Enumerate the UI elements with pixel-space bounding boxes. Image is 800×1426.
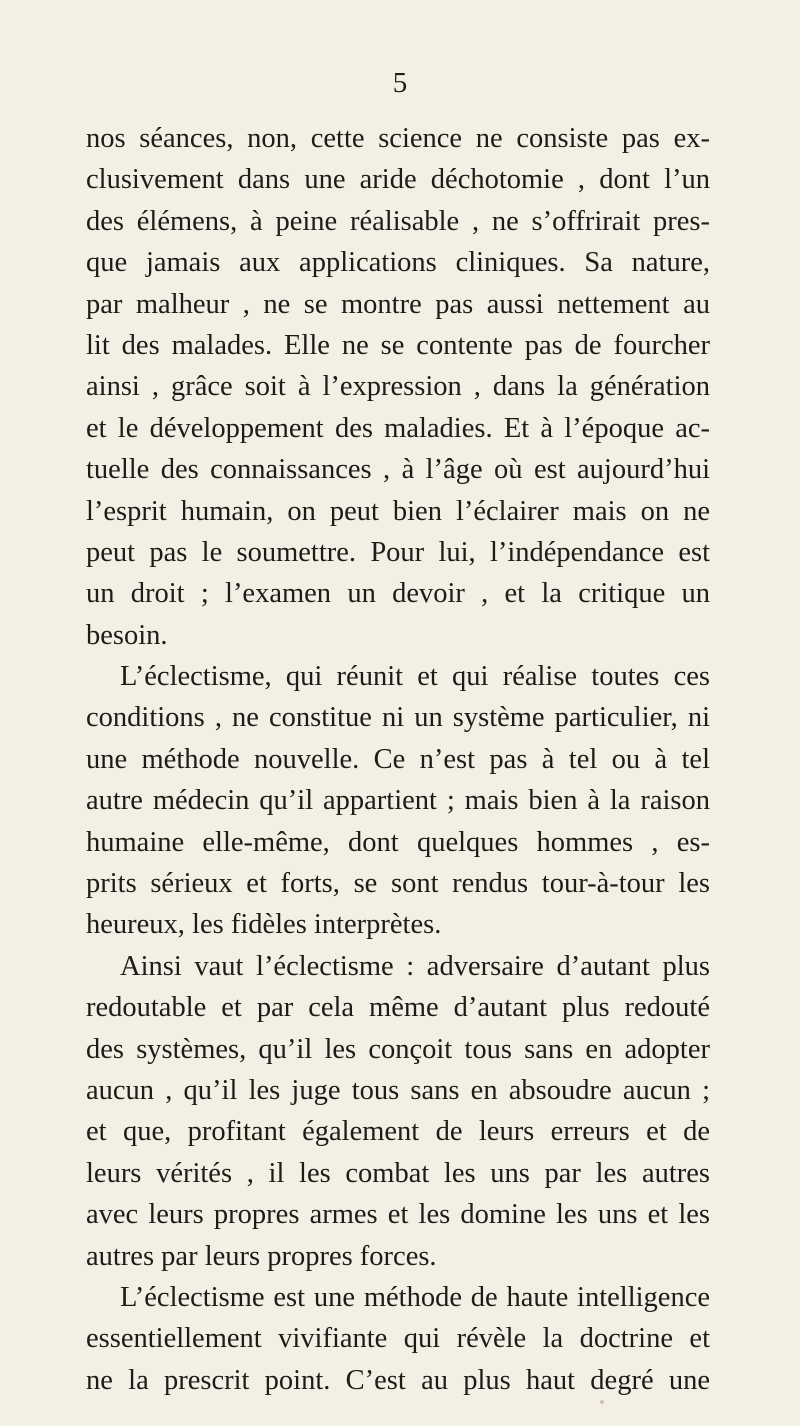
text-line: aucun , qu’il les juge tous sans en absoudre aucun ;	[86, 1074, 710, 1106]
paper-speck	[600, 1400, 604, 1404]
paragraph-start-line: L’éclectisme, qui réunit et qui réalise toutes ces	[120, 661, 710, 693]
text-line: ainsi , grâce soit à l’expression , dans la génération	[86, 371, 710, 403]
text-line: autre médecin qu’il appartient ; mais bien à la raison	[86, 785, 710, 817]
text-line: avec leurs propres armes et les domine les uns et les	[86, 1199, 710, 1231]
text-line: et le développement des maladies. Et à l’époque ac-	[86, 412, 710, 444]
text-line: ne la prescrit point. C’est au plus haut degré une	[86, 1364, 710, 1396]
text-line: des élémens, à peine réalisable , ne s’offrirait pres-	[86, 205, 710, 237]
text-line: que jamais aux applications cliniques. Sa nature,	[86, 247, 710, 279]
paragraph-end-line: heureux, les fidèles interprètes.	[86, 909, 442, 941]
text-line: peut pas le soumettre. Pour lui, l’indépendance est	[86, 536, 710, 568]
text-line: par malheur , ne se montre pas aussi nettement au	[86, 288, 710, 320]
text-line: conditions , ne constitue ni un système particulier, ni	[86, 702, 710, 734]
paragraph-end-line: besoin.	[86, 619, 168, 651]
text-line: prits sérieux et forts, se sont rendus tour-à-tour les	[86, 868, 710, 900]
text-line: des systèmes, qu’il les conçoit tous sans en adopter	[86, 1033, 710, 1065]
paragraph-start-line: Ainsi vaut l’éclectisme : adversaire d’autant plus	[120, 950, 710, 982]
text-line: l’esprit humain, on peut bien l’éclairer mais on ne	[86, 495, 710, 527]
page-number: 5	[392, 67, 408, 99]
text-line: une méthode nouvelle. Ce n’est pas à tel ou à tel	[86, 743, 710, 775]
text-line: clusivement dans une aride déchotomie , dont l’un	[86, 164, 710, 196]
text-line: et que, profitant également de leurs erreurs et de	[86, 1116, 710, 1148]
text-line: nos séances, non, cette science ne consiste pas ex-	[86, 123, 710, 154]
text-line: un droit ; l’examen un devoir , et la critique un	[86, 578, 710, 610]
paragraph-start-line: L’éclectisme est une méthode de haute intelligence	[120, 1281, 710, 1313]
text-line: tuelle des connaissances , à l’âge où est aujourd’hui	[86, 454, 710, 486]
text-line: redoutable et par cela même d’autant plus redouté	[86, 992, 710, 1024]
text-line: leurs vérités , il les combat les uns par les autres	[86, 1157, 710, 1189]
page-body	[86, 118, 710, 1401]
text-line: humaine elle-même, dont quelques hommes , es-	[86, 826, 710, 858]
text-line: essentiellement vivifiante qui révèle la doctrine et	[86, 1323, 710, 1355]
text-line: lit des malades. Elle ne se contente pas de fourcher	[86, 329, 710, 361]
paragraph-end-line: autres par leurs propres forces.	[86, 1240, 437, 1272]
